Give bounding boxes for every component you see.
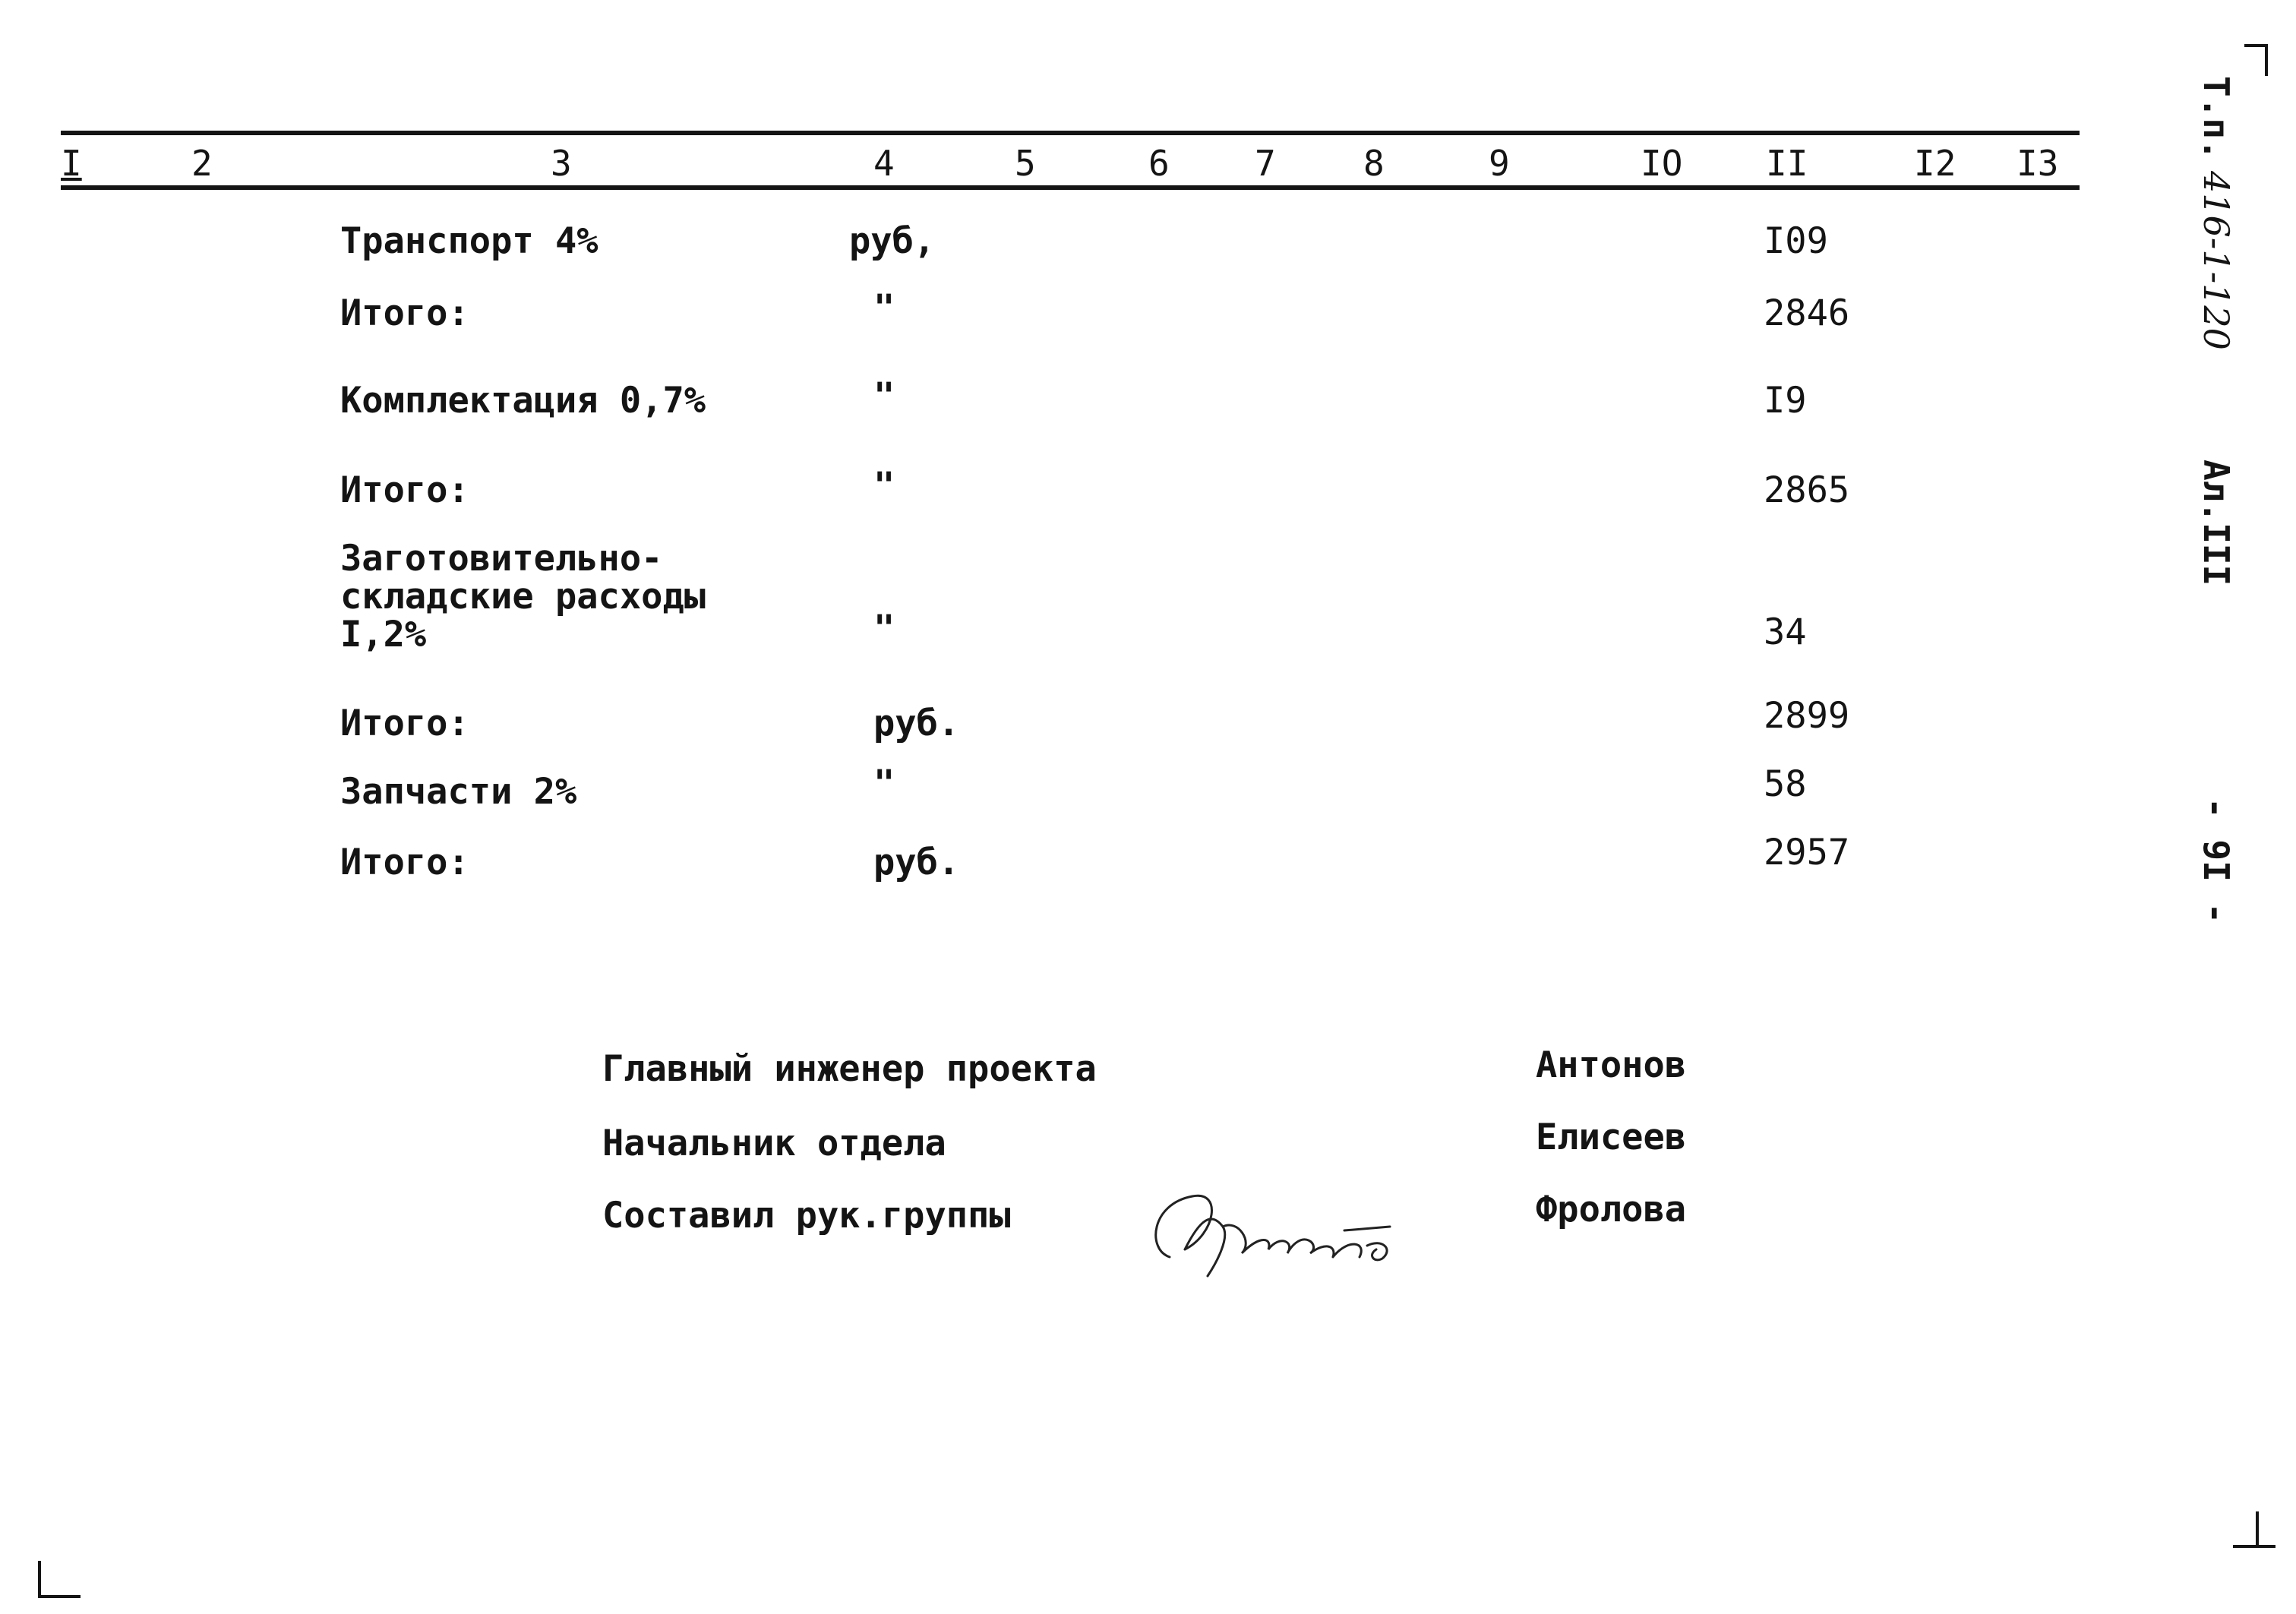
row-value: 34: [1764, 611, 1807, 653]
column-header-13: I3: [2017, 143, 2059, 184]
handwritten-signature: [1139, 1173, 1413, 1287]
row-unit: ": [873, 763, 895, 804]
row-value: I9: [1764, 380, 1807, 422]
row-value: 2957: [1764, 832, 1850, 873]
corner-mark-top-right: [2244, 44, 2267, 47]
signature-role: Составил рук.группы: [602, 1195, 1011, 1237]
row-unit: ": [873, 375, 895, 417]
row-value: 2865: [1764, 469, 1850, 511]
row-label-line: I,2%: [340, 614, 427, 655]
row-label-line: Заготовительно-: [340, 538, 663, 580]
column-header-1: I: [61, 143, 82, 184]
row-unit: ": [873, 608, 895, 649]
row-unit: руб.: [873, 703, 960, 744]
corner-mark-bottom-right: [2256, 1511, 2259, 1548]
signature-role: Главный инженер проекта: [602, 1048, 1097, 1090]
row-value: 2899: [1764, 695, 1850, 737]
column-header-2: 2: [191, 143, 213, 184]
row-unit: руб.: [873, 842, 960, 883]
column-header-9: 9: [1489, 143, 1510, 184]
column-header-12: I2: [1914, 143, 1956, 184]
row-label: Итого:: [340, 842, 469, 883]
column-header-6: 6: [1148, 143, 1170, 184]
row-unit: ": [873, 287, 895, 329]
signature-name: Елисеев: [1536, 1117, 1687, 1158]
corner-mark-bottom-left: [38, 1595, 81, 1598]
column-header-11: II: [1766, 143, 1808, 184]
row-label: Итого:: [340, 703, 469, 744]
column-header-3: 3: [551, 143, 572, 184]
row-label: Комплектация 0,7%: [340, 380, 706, 422]
row-value: 58: [1764, 763, 1807, 805]
row-label: Итого:: [340, 469, 469, 511]
row-label-line: складские расходы: [340, 576, 706, 617]
row-label: Запчасти 2%: [340, 771, 577, 813]
column-header-8: 8: [1363, 143, 1385, 184]
corner-mark-top-right: [2265, 44, 2268, 76]
row-unit: руб,: [849, 220, 936, 262]
column-header-5: 5: [1015, 143, 1036, 184]
table-top-rule: [61, 131, 2080, 135]
page-number: - 9I -: [2196, 798, 2237, 924]
signature-role: Начальник отдела: [602, 1123, 946, 1164]
corner-mark-bottom-left: [38, 1561, 41, 1597]
row-label: Транспорт 4%: [340, 220, 598, 262]
album-number: Ал.III: [2196, 460, 2237, 586]
table-header-rule: [61, 185, 2080, 190]
row-value: I09: [1764, 220, 1828, 262]
row-unit: ": [873, 465, 895, 507]
corner-mark-bottom-right: [2233, 1545, 2275, 1548]
signature-name: Фролова: [1536, 1189, 1687, 1230]
document-reference-handwritten: 416-1-120: [2196, 171, 2237, 350]
row-label: Итого:: [340, 292, 469, 334]
column-header-10: IO: [1641, 143, 1683, 184]
column-header-4: 4: [873, 143, 895, 184]
column-header-7: 7: [1255, 143, 1276, 184]
row-value: 2846: [1764, 292, 1850, 334]
document-reference-printed: Т.п.: [2196, 76, 2237, 160]
signature-name: Антонов: [1536, 1044, 1687, 1086]
